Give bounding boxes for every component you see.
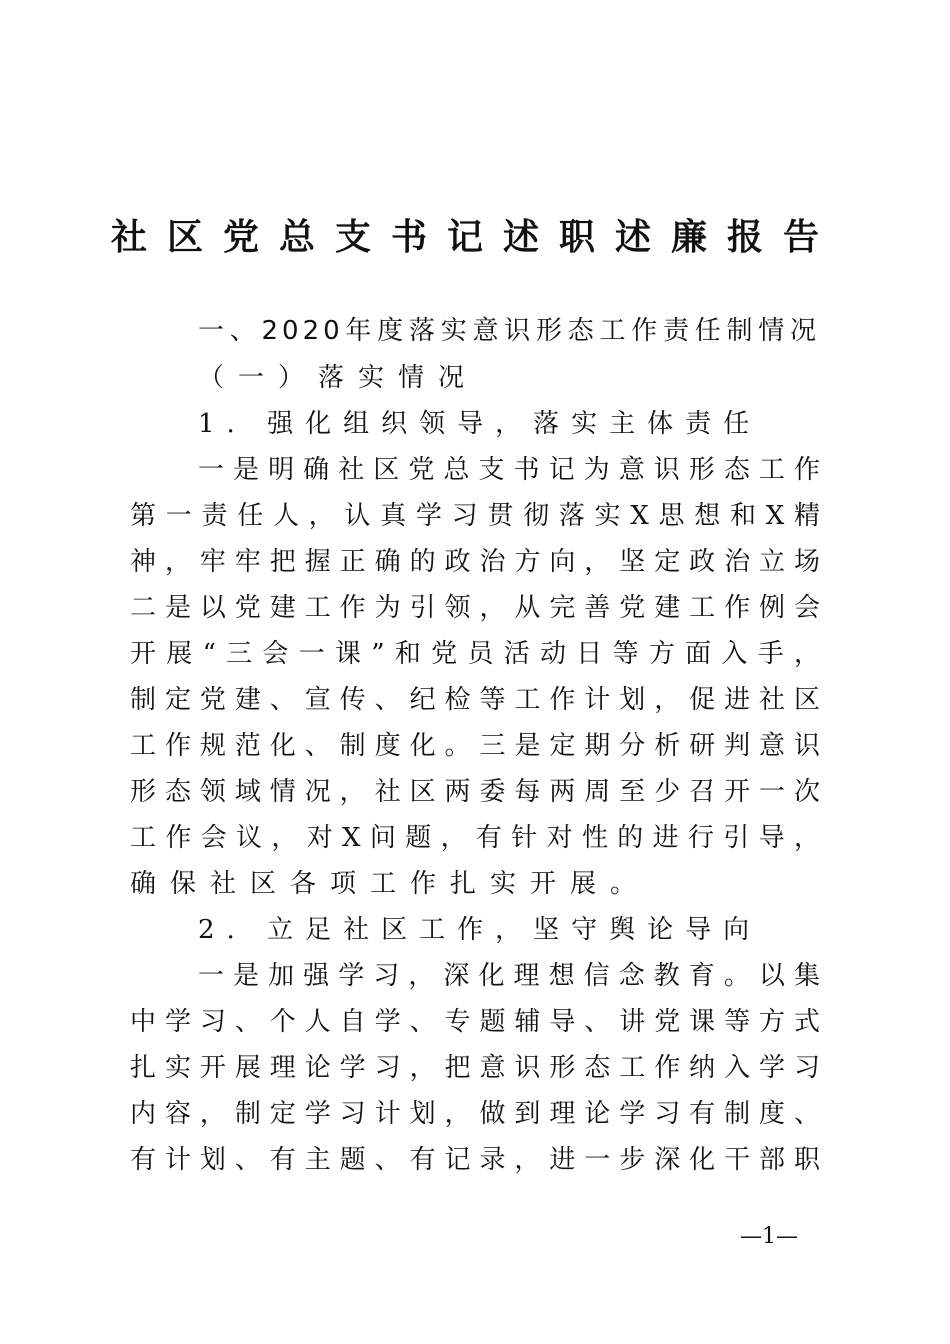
item-heading: 2. 立足社区工作，坚守舆论导向 xyxy=(198,915,762,945)
section-heading: 一、2020年度落实意识形态工作责任制情况 xyxy=(198,316,820,346)
paragraph-line: 中学习、个人自学、专题辅导、讲党课等方式 xyxy=(130,1007,820,1037)
paragraph-line: 确保社区各项工作扎实开展。 xyxy=(130,869,651,899)
paragraph-line: 扎实开展理论学习，把意识形态工作纳入学习 xyxy=(130,1053,820,1083)
paragraph-line: 二是以党建工作为引领，从完善党建工作例会 xyxy=(130,593,820,623)
page-number: —1— xyxy=(740,1224,798,1249)
paragraph-line: 一是加强学习，深化理想信念教育。以集 xyxy=(198,961,820,991)
subsection-heading: （一）落实情况 xyxy=(198,363,479,393)
paragraph-line: 工作会议，对X问题，有针对性的进行引导， xyxy=(130,823,820,853)
paragraph-line: 有计划、有主题、有记录，进一步深化干部职 xyxy=(130,1145,820,1175)
item-heading: 1. 强化组织领导，落实主体责任 xyxy=(198,409,762,439)
paragraph-line: 内容，制定学习计划，做到理论学习有制度、 xyxy=(130,1099,820,1129)
paragraph-line: 形态领域情况，社区两委每两周至少召开一次 xyxy=(130,777,820,807)
paragraph-line: 制定党建、宣传、纪检等工作计划，促进社区 xyxy=(130,685,820,715)
paragraph-line: 工作规范化、制度化。三是定期分析研判意识 xyxy=(130,731,820,761)
paragraph-line: 开展“三会一课”和党员活动日等方面入手， xyxy=(130,639,820,669)
paragraph-line: 一是明确社区党总支书记为意识形态工作 xyxy=(198,455,820,485)
paragraph-line: 神，牢牢把握正确的政治方向，坚定政治立场 xyxy=(130,547,820,577)
document-title: 社区党总支书记述职述廉报告 xyxy=(110,216,839,258)
paragraph-line: 第一责任人，认真学习贯彻落实X思想和X精 xyxy=(130,501,820,531)
